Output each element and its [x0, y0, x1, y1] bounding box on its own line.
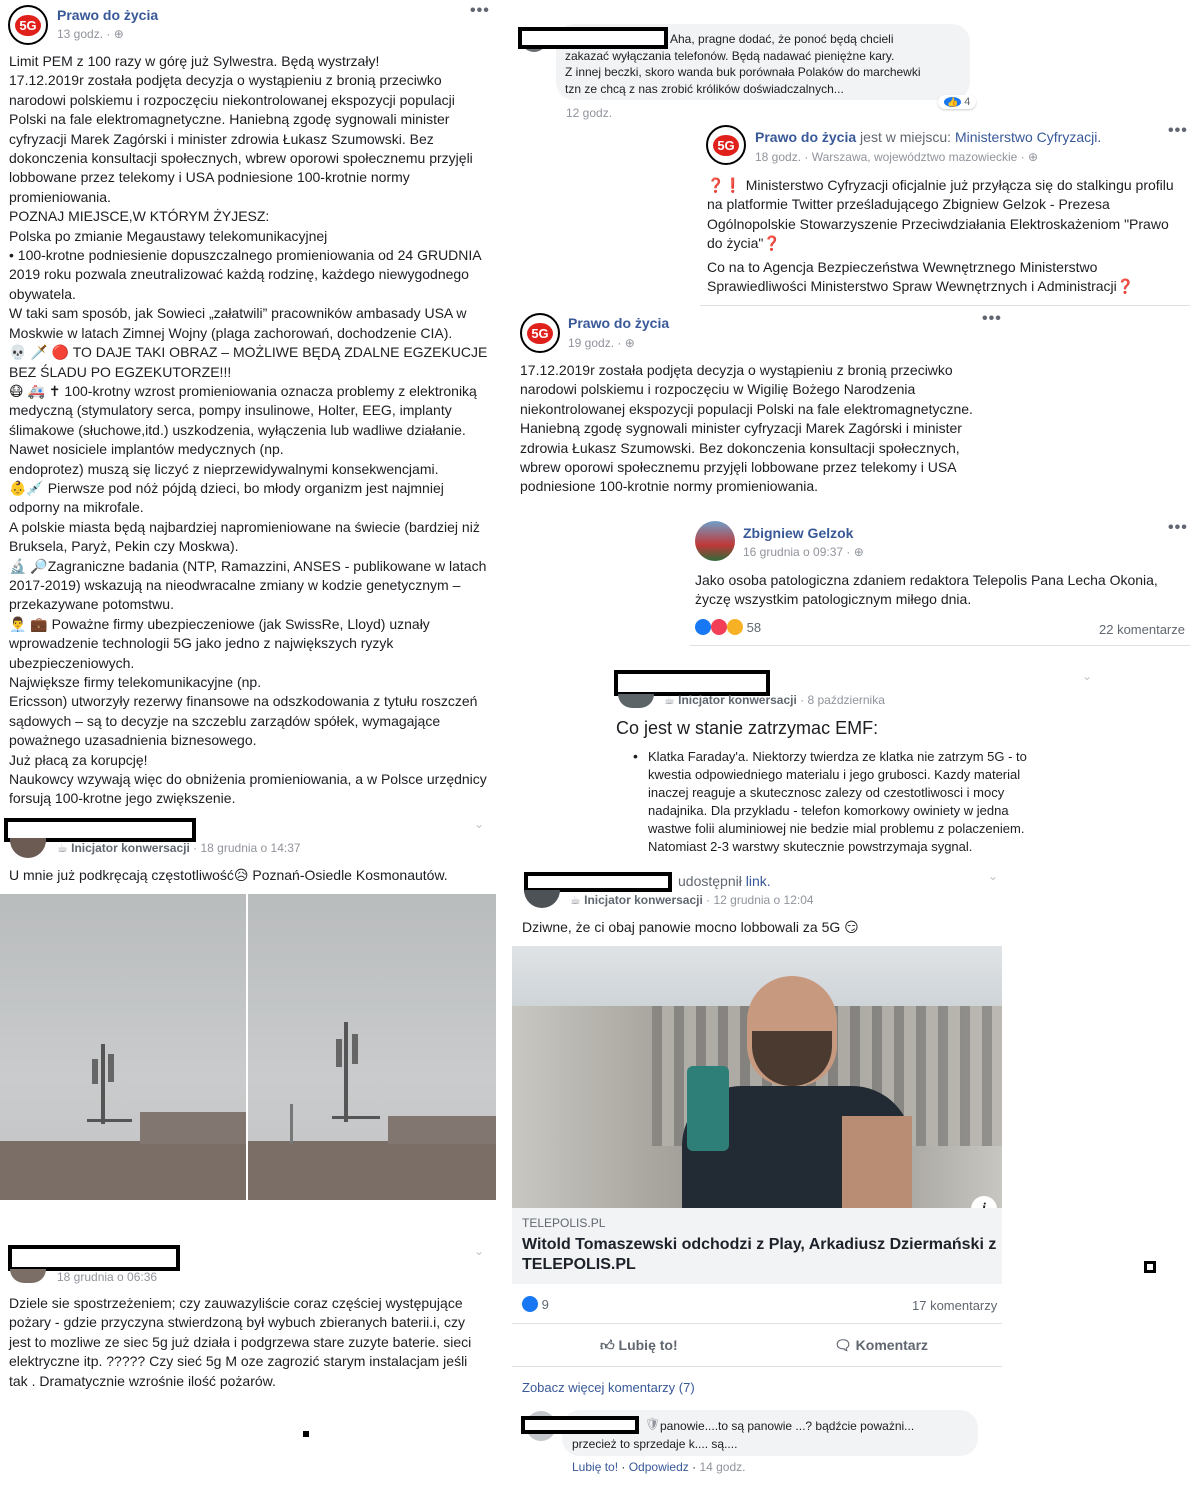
post-time[interactable]: 16 grudnia o 09:37 · ⊕ [743, 545, 864, 559]
coffee-icon: ☕ [57, 841, 68, 855]
user-avatar[interactable] [10, 838, 46, 858]
reply-text: panowie....to są panowie ...? bądźcie poważni... przecież to sprzedaje k.... są.... [572, 1419, 915, 1451]
globe-icon: ⊕ [624, 336, 635, 350]
chevron-down-icon[interactable]: ⌄ [988, 869, 999, 883]
post-meta: 18 godz. · Warszawa, województwo mazowieckie · ⊕ [755, 150, 1039, 164]
chevron-down-icon[interactable]: ⌄ [1082, 669, 1093, 683]
post-text: Limit PEM z 100 razy w górę już Sylwestra. Będą wystrzały! 17.12.2019r została podjęta decyzja o wystąpieniu z bronią przeciwko narodowi polskiemu i rozpoczęciu niekontrolowanej ekspozycji populacji Polski na fale elektromagnetyczne. Haniebną zgodę sygnowali minister cyfryzacji Marek Zagórski i minister zdrowia Łukasz Szumowski. Bez dokonczenia konsultacji społecznych, wbrew oporowi społecznemu przyjęli lobbowane przez telekomy i USA podniesione 100-krotnie normy promieniowania. POZNAJ MIEJSCE,W KTÓRYM ŻYJESZ: Polska po zmianie Megaustawy telekomunikacyjnej • 100-krotne podniesienie dopuszczalnego promieniowania od 24 GRUDNIA 2019 roku pozwala zneutralizować każdą rodzinę, każdego niewygodnego obywatela. W taki sam sposób, jak Sowieci „załatwili” pracowników ambasady USA w Moskwie w latach Zimnej Wojny (plaga zachorowań, dochodzenie CIA). 💀 🗡️ 🔴 TO DAJE TAKI OBRAZ – MOŻLIWE BĘDĄ ZDALNE EGZEKUCJE BEZ ŚLADU PO EGZEKUTORZE!!! 😷 🚑 ✝ 100-krotny wzrost promieniowania oznacza problemy z elektroniką medyczną (stymulatory serca, pompy insulinowe, Holter, EEG, implanty ślimakowe (słuchowe,itd.) uszkodzenia, wyłączenia lub wadliwe działanie. Nawet nosiciele implantów medycznych (np. endoprotez) muszą się liczyć z nieprzewidywalnymi konsekwencjami. 👶💉 Pierwsze pod nóż pójdą dzieci, bo młody organizm jest najmniej odporny na mikrofale. A polskie miasta będą najbardziej napromieniowane na świecie (bardziej niż Bruksela, Paryż, Pekin czy Moskwa). 🔬 🔎Zagraniczne badania (NTP, Ramazzini, ANSES - publikowane w latach 2017-2019) wskazują na nieodwracalne zmiany w kodzie genetycznym – przekazywane potomstwu. 👨‍💼 💼 Poważne firmy ubezpieczeniowe (jak SwissRe, Lloyd) uznały wprowadzenie technologii 5G jako jedno z największych ryzyk ubezpieczeniowych. Największe firmy telekomunikacyjne (np. Ericsson) utworzyły rezerwy finansowe na odszkodowania z tytułu roszczeń sądowych – są to decyzje na szczeblu zarządów spółek, wymagające poważnego uzasadnienia biznesowego. Już płacą za korupcję! Naukowcy wzywają więc do obniżenia promieniowania, a w Polsce urzędnicy forsują 100-krotne jego zwiększenie. [9, 53, 488, 807]
post-text: ❓❗ Ministerstwo Cyfryzacji oficjalnie już przyłącza się do stalkingu profilu na platformie Twitter prześladującego Zbigniew Gelzok - Prezesa Ogólnopolskie Stowarzyszenie Przeciwdziałania Elektroskażeniom "Prawo do życia"❓ [707, 177, 1174, 252]
page-name-link[interactable]: Prawo do życia [755, 129, 857, 145]
more-options-icon[interactable]: ••• [1168, 519, 1188, 536]
square-marker [1144, 1261, 1156, 1273]
post-text: Klatka Faraday'a. Niektorzy twierdza ze klatka nie zatrzym 5G - to kwestia odpowiedniego materialu i jego grubosci. Kazdy material inaczej reaguje a skutecznosc zalezy od czestotliwosci i mocy nadajnika. Dla przykladu - telefon komorkowy owiniety w jedna wastwe folii aluminiowej nie bedzie mial problemu z polaczeniem. Natomiast 2-3 warstwy skutecznie powstrzymaja sygnal. [648, 749, 1027, 854]
like-reaction-icon [522, 1296, 538, 1312]
coffee-icon: ☕ [570, 893, 581, 907]
post-time[interactable]: 13 godz. · ⊕ [57, 27, 124, 41]
divider [690, 645, 1190, 646]
post-text: 17.12.2019r została podjęta decyzja o wystąpieniu z bronią przeciwko narodowi polskiemu i rozpoczęciu w Wigilię Bożego Narodzenia niekontrolowanej ekspozycji populacji Polski na fale elektromagnetyczne. Haniebną zgodę sygnowali minister cyfryzacji Marek Zagórski i minister zdrowia Łukasz Szumowski. Bez dokonczenia konsultacji społecznych, wbrew oporowi społecznemu przyjęli lobbowane przez telekomy i USA podniesione 100-krotnie normy promieniowania. [520, 362, 973, 495]
post-text: Dziwne, że ci obaj panowie mocno lobbowali za 5G 😏 [522, 919, 859, 935]
page-name-link[interactable]: Prawo do życia [57, 7, 159, 23]
user-avatar[interactable] [618, 694, 654, 708]
verified-icon: 🛡 [645, 1417, 661, 1431]
link-title[interactable]: Witold Tomaszewski odchodzi z Play, Arkadiusz Dziermański z TELEPOLIS.PL [522, 1236, 997, 1273]
reply-answer-link[interactable]: Odpowiedz [628, 1460, 689, 1474]
globe-icon: ⊕ [1028, 150, 1039, 164]
divider [512, 1323, 1002, 1324]
share-action: udostępnił link. [678, 873, 771, 889]
place-link[interactable]: Ministerstwo Cyfryzacji. [954, 129, 1102, 145]
tower-photo-2[interactable] [248, 894, 496, 1200]
more-options-icon[interactable]: ••• [1168, 122, 1188, 139]
page-name-link[interactable]: Prawo do życia [568, 315, 670, 331]
page-avatar[interactable]: 5G [706, 125, 746, 165]
comment-meta: ☕ Inicjator konwersacji · 18 grudnia o 14:37 [57, 841, 301, 855]
reaction-count[interactable]: 👍 4 [938, 95, 976, 109]
post-meta: ☕ Inicjator konwersacji · 12 grudnia o 12:04 [570, 893, 814, 907]
comments-count-link[interactable]: 22 komentarze [1099, 622, 1185, 637]
reaction-summary[interactable]: 58 [695, 619, 761, 638]
link-preview-image[interactable] [512, 946, 1002, 1208]
globe-icon: ⊕ [113, 27, 124, 41]
more-comments-link[interactable]: Zobacz więcej komentarzy (7) [522, 1380, 695, 1395]
chevron-down-icon[interactable]: ⌄ [474, 1244, 485, 1258]
coffee-icon: ☕ [664, 693, 675, 707]
post-heading: Co jest w stanie zatrzymac EMF: [616, 718, 879, 738]
reply-actions: Lubię to! · Odpowiedz · 14 godz. [572, 1460, 746, 1474]
comment-time[interactable]: 18 grudnia o 06:36 [57, 1270, 158, 1284]
redacted-name [8, 1245, 180, 1271]
page-avatar[interactable]: 5G [8, 5, 48, 45]
author-name-link[interactable]: Zbigniew Gelzok [743, 525, 854, 541]
chevron-down-icon[interactable]: ⌄ [474, 817, 485, 831]
more-options-icon[interactable]: ••• [982, 310, 1002, 327]
post-text: Jako osoba patologiczna zdaniem redaktora Telepolis Pana Lecha Okonia, życzę wszystkim patologicznym miłego dnia. [695, 572, 1158, 608]
bullet-icon: • [633, 748, 638, 764]
post-meta: ☕ Inicjator konwersacji · 8 października [664, 693, 885, 707]
like-button[interactable]: 👍︎ Lubię to! [600, 1337, 678, 1353]
user-avatar[interactable] [695, 521, 735, 561]
like-reaction-icon [695, 619, 711, 635]
redacted-name [524, 872, 672, 892]
tower-photo-1[interactable] [0, 894, 246, 1200]
thumbs-up-icon: 👍︎ [600, 1337, 615, 1353]
comment-text: U mnie już podkręcają częstotliwość😥 Poznań-Osiedle Kosmonautów. [9, 867, 448, 883]
speech-bubble-icon: 🗨︎ [834, 1337, 852, 1353]
comment-text: Dziele sie spostrzeżeniem; czy zauwazyliście coraz częściej występujące pożary - gdzie przyczyna stwierdzoną był wybuch zbieranych baterii.i, czy jest to mozliwe ze siec 5g już działa i podgrzewa stare zuzyte baterie. sieci elektryczne itp. ????? Czy sieć 5g M oze zagrozić starym instalacjam jeśli tak . Dramatycznie wzrośnie ilość pożarów. [9, 1295, 472, 1389]
love-reaction-icon [711, 619, 727, 635]
link-word[interactable]: link. [745, 873, 771, 889]
more-options-icon[interactable]: ••• [470, 2, 490, 19]
divider [512, 1366, 1002, 1367]
reply-like-link[interactable]: Lubię to! [572, 1460, 619, 1474]
link-domain: TELEPOLIS.PL [522, 1216, 606, 1230]
user-avatar[interactable] [10, 1269, 46, 1283]
like-count[interactable]: 9 [522, 1296, 549, 1312]
post-time[interactable]: 19 godz. · ⊕ [568, 336, 635, 350]
dot-marker [303, 1431, 309, 1437]
comments-count-link[interactable]: 17 komentarzy [912, 1298, 998, 1313]
post-header: Prawo do życia jest w miejscu: Ministerstwo Cyfryzacji. [755, 129, 1102, 145]
globe-icon: ⊕ [853, 545, 864, 559]
post-text-2: Co na to Agencja Bezpieczeństwa Wewnętrznego Ministerstwo Sprawiedliwości Ministerstwo Spraw Wewnętrznych i Administracji❓ [707, 259, 1135, 295]
comment-time[interactable]: 12 godz. [566, 106, 613, 120]
comment-body: Aha, pragne dodać, że ponoć będą chcieli zakazać wyłączania telefonów. Będą nadawać pieniężne kary. Z innej beczki, skoro wanda buk porównała Polaków do marchewki tzn ze chcą z nas zrobić królików doświadczalnych... [565, 32, 921, 96]
divider [700, 305, 1190, 306]
haha-reaction-icon [727, 619, 743, 635]
user-avatar[interactable] [524, 890, 560, 908]
like-reaction-icon: 👍 [944, 97, 961, 107]
page-avatar[interactable]: 5G [520, 313, 560, 353]
comment-button[interactable]: 🗨︎ Komentarz [834, 1337, 929, 1353]
